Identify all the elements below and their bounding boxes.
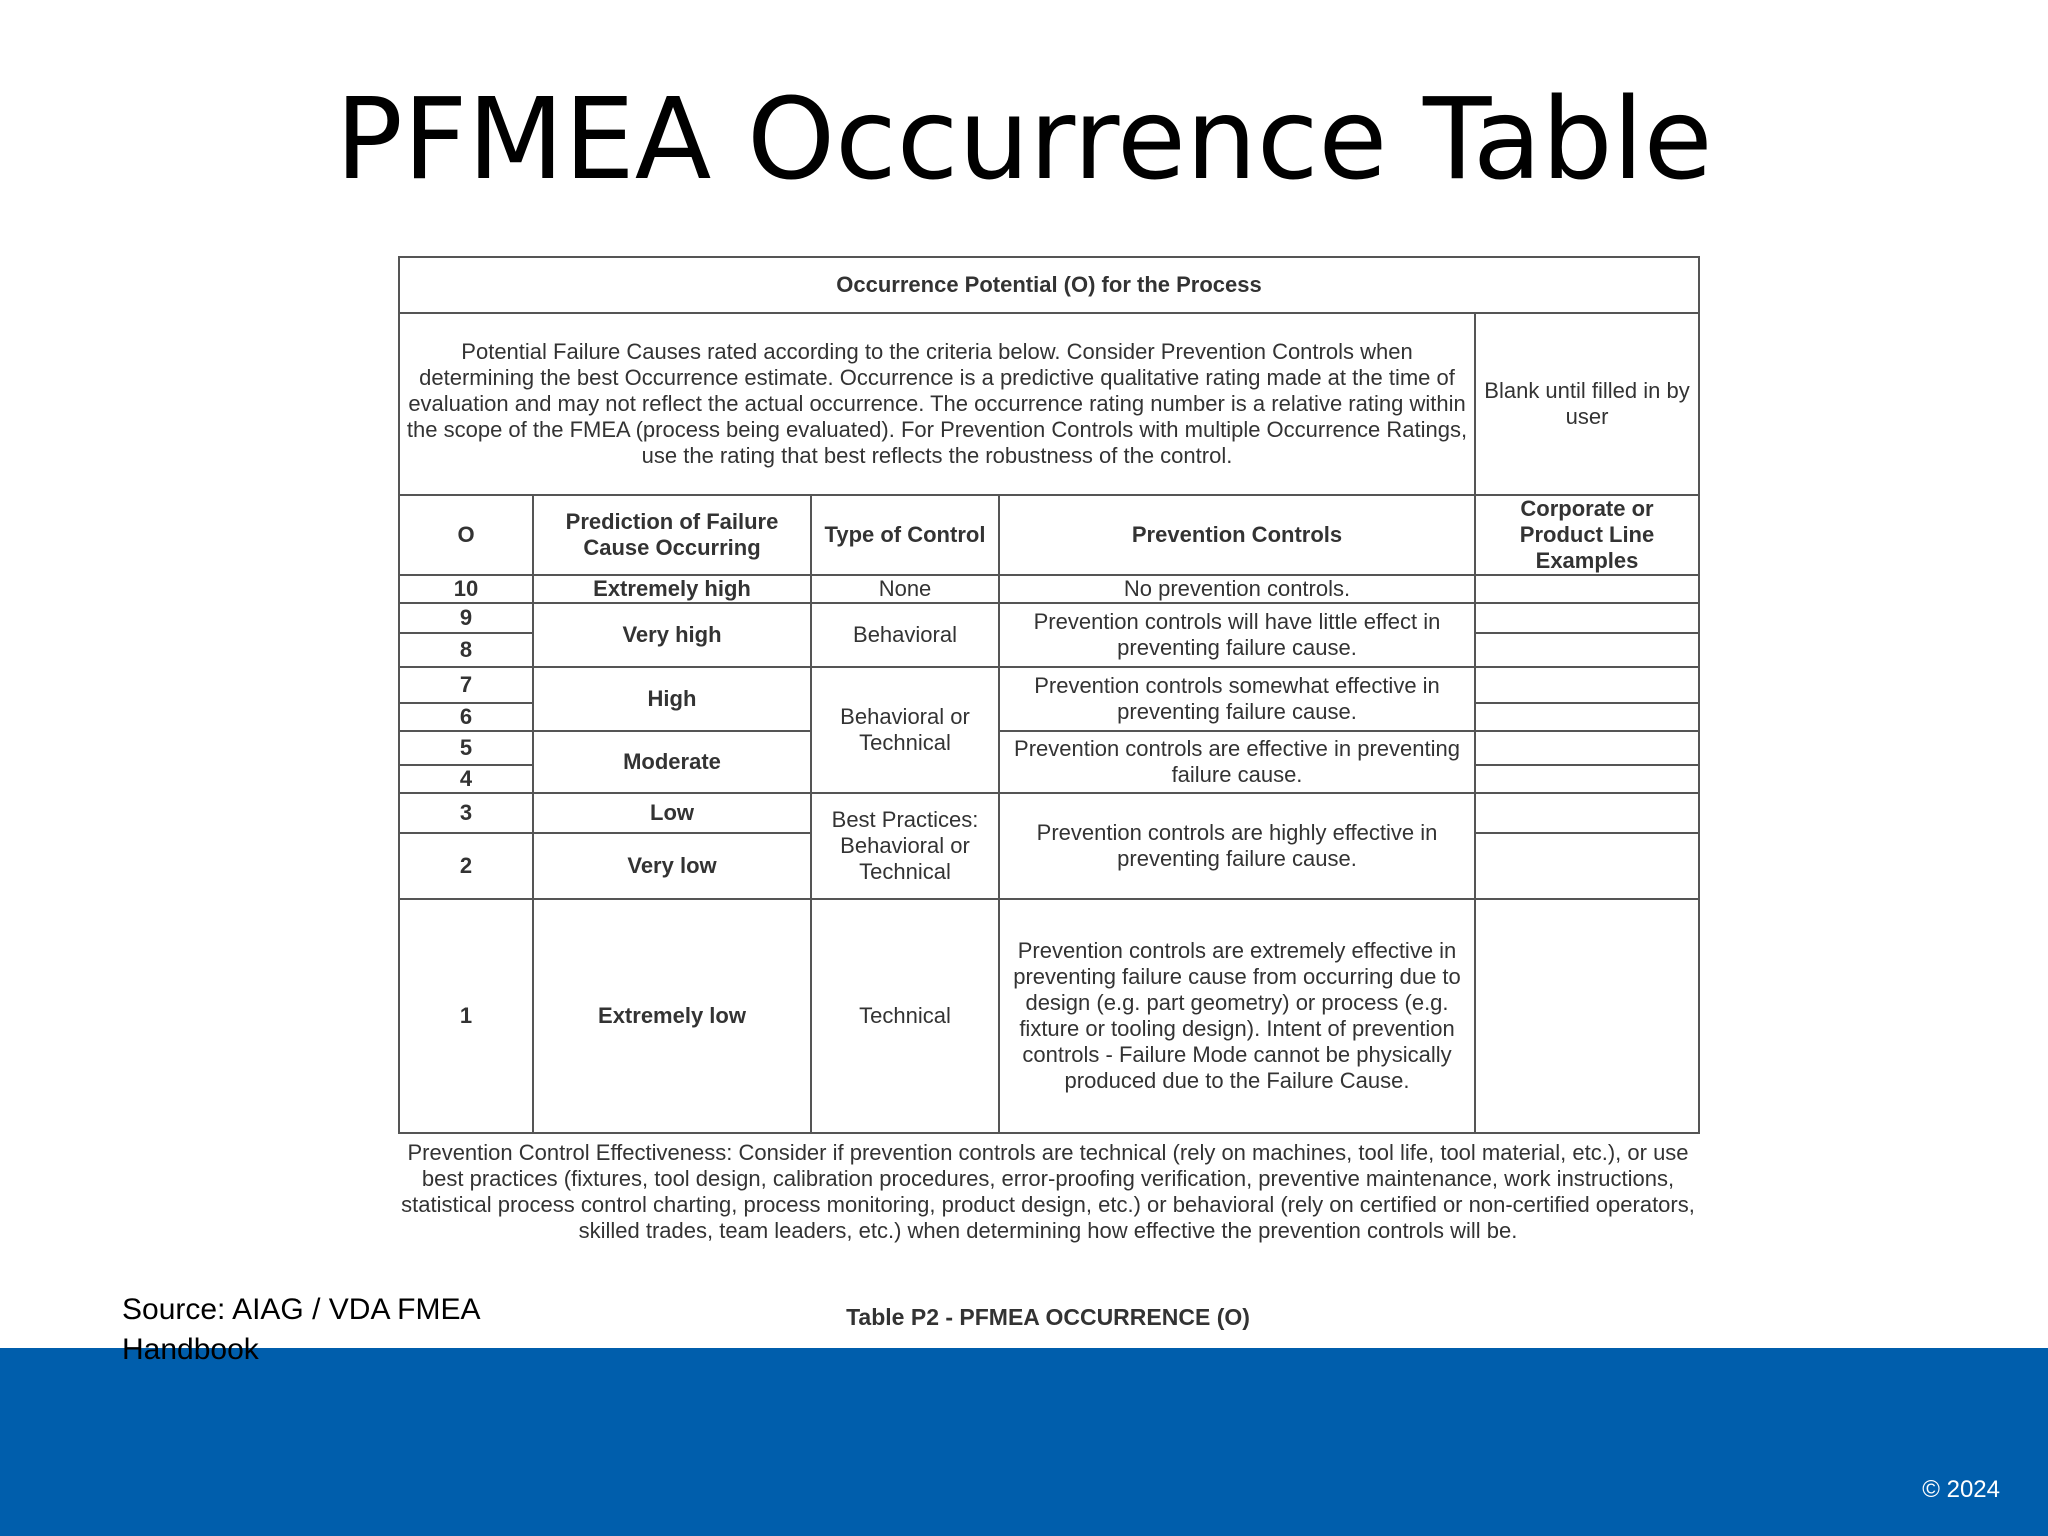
type-cell: Behavioral or Technical (811, 667, 999, 793)
rating-cell: 4 (399, 765, 533, 793)
header-o: O (399, 495, 533, 575)
source-note: Source: AIAG / VDA FMEA Handbook (122, 1293, 479, 1366)
table-row (399, 899, 1699, 1133)
table-row (399, 731, 1699, 765)
examples-cell (1475, 765, 1699, 793)
examples-cell (1475, 603, 1699, 633)
rating-cell: 10 (399, 575, 533, 603)
table-row (399, 575, 1699, 603)
type-cell: Technical (811, 899, 999, 1133)
slide-title: PFMEA Occurrence Table (335, 75, 1713, 205)
examples-cell (1475, 703, 1699, 731)
footer-bar (0, 1348, 2048, 1536)
rating-cell: 3 (399, 793, 533, 833)
table-row (399, 793, 1699, 833)
prediction-cell: Very high (533, 603, 811, 667)
rating-cell: 9 (399, 603, 533, 633)
type-cell: None (811, 575, 999, 603)
header-type: Type of Control (811, 495, 999, 575)
rating-cell: 2 (399, 833, 533, 899)
controls-cell: Prevention controls will have little effect in preventing failure cause. (999, 603, 1475, 667)
copyright-text: © 2024 (1922, 1476, 2000, 1503)
rating-cell: 8 (399, 633, 533, 667)
controls-cell: No prevention controls. (999, 575, 1475, 603)
table-title: Occurrence Potential (O) for the Process (399, 257, 1699, 313)
table-intro: Potential Failure Causes rated according to the criteria below. Consider Prevention Controls when determining the best Occurrence estimate. Occurrence is a predictive qualitative rating made at the time of evaluation and may not reflect the actual occurrence. The occurrence rating number is a relative rating within the scope of the FMEA (process being evaluated). For Prevention Controls with multiple Occurrence Ratings, use the rating that best reflects the robustness of the control. (399, 313, 1475, 495)
rating-cell: 6 (399, 703, 533, 731)
table-footnote: Prevention Control Effectiveness: Consider if prevention controls are technical (rely on machines, tool life, tool material, etc.), or use best practices (fixtures, tool design, calibration procedures, error-proofing verification, preventive maintenance, work instructions, statistical process control charting, process monitoring, product design, etc.) or behavioral (rely on certified or non-certified operators, skilled trades, team leaders, etc.) when determining how effective the prevention controls will be. (401, 1140, 1695, 1243)
table-row (399, 257, 1699, 313)
rating-cell: 5 (399, 731, 533, 765)
occurrence-table-figure (358, 256, 1742, 1350)
table-row (399, 603, 1699, 633)
controls-cell: Prevention controls are effective in preventing failure cause. (999, 731, 1475, 793)
examples-cell (1475, 633, 1699, 667)
examples-cell (1475, 667, 1699, 703)
table-header-row (399, 495, 1699, 575)
controls-cell: Prevention controls are highly effective in preventing failure cause. (999, 793, 1475, 899)
examples-cell (1475, 793, 1699, 833)
table-row (399, 667, 1699, 703)
prediction-cell: High (533, 667, 811, 731)
prediction-cell: Low (533, 793, 811, 833)
type-cell: Behavioral (811, 603, 999, 667)
table-row (399, 313, 1699, 495)
rating-cell: 7 (399, 667, 533, 703)
header-prediction: Prediction of Failure Cause Occurring (533, 495, 811, 575)
occurrence-table (398, 256, 1700, 1134)
prediction-cell: Extremely low (533, 899, 811, 1133)
table-caption: Table P2 - PFMEA OCCURRENCE (O) (846, 1304, 1250, 1330)
examples-cell (1475, 731, 1699, 765)
examples-cell (1475, 899, 1699, 1133)
header-examples: Corporate or Product Line Examples (1475, 495, 1699, 575)
prediction-cell: Extremely high (533, 575, 811, 603)
examples-cell (1475, 833, 1699, 899)
prediction-cell: Very low (533, 833, 811, 899)
type-cell: Best Practices: Behavioral or Technical (811, 793, 999, 899)
controls-cell: Prevention controls somewhat effective in preventing failure cause. (999, 667, 1475, 731)
header-controls: Prevention Controls (999, 495, 1475, 575)
prediction-cell: Moderate (533, 731, 811, 793)
blank-note: Blank until filled in by user (1475, 313, 1699, 495)
examples-cell (1475, 575, 1699, 603)
controls-cell: Prevention controls are extremely effective in preventing failure cause from occurring due to design (e.g. part geometry) or process (e.g. fixture or tooling design). Intent of prevention controls - Failure Mode cannot be physically produced due to the Failure Cause. (999, 899, 1475, 1133)
rating-cell: 1 (399, 899, 533, 1133)
